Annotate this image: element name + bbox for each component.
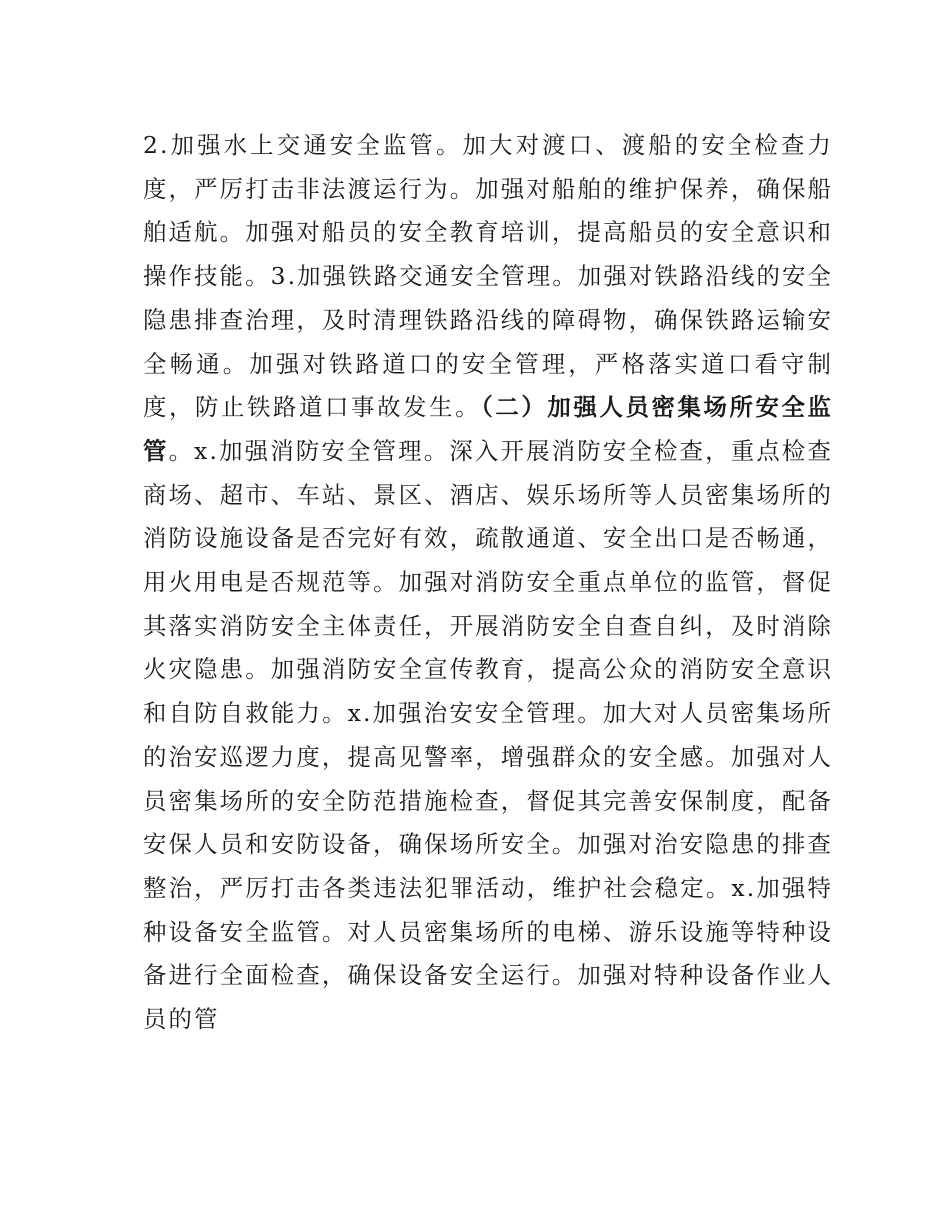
body-paragraph	[143, 124, 833, 1042]
paragraph-text-part-2: 。x.加强消防安全管理。深入开展消防安全检查，重点检查商场、超市、车站、景区、酒店、娱乐场所等人员密集场所的消防设施设备是否完好有效，疏散通道、安全出口是否畅通，用火用电是否规范等。加强对消防安全重点单位的监管，督促其落实消防安全主体责任，开展消防安全自查自纠，及时消除火灾隐患。加强消防安全宣传教育，提高公众的消防安全意识和自防自救能力。x.加强治安安全管理。加大对人员密集场所的治安巡逻力度，提高见警率，增强群众的安全感。加强对人员密集场所的安全防范措施检查，督促其完善安保制度，配备安保人员和安防设备，确保场所安全。加强对治安隐患的排查整治，严厉打击各类违法犯罪活动，维护社会稳定。x.加强特种设备安全监管。对人员密集场所的电梯、游乐设施等特种设备进行全面检查，确保设备安全运行。加强对特种设备作业人员的管	[143, 436, 833, 1034]
section-heading: （二）加强人员密集场所安全监管	[143, 393, 833, 465]
paragraph-text-part-1: 2.加强水上交通安全监管。加大对渡口、渡船的安全检查力度，严厉打击非法渡运行为。加强对船舶的维护保养，确保船舶适航。加强对船员的安全教育培训，提高船员的安全意识和操作技能。3.加强铁路交通安全管理。加强对铁路沿线的安全隐患排查治理，及时清理铁路沿线的障碍物，确保铁路运输安全畅通。加强对铁路道口的安全管理，严格落实道口看守制度，防止铁路道口事故发生。	[143, 131, 833, 422]
